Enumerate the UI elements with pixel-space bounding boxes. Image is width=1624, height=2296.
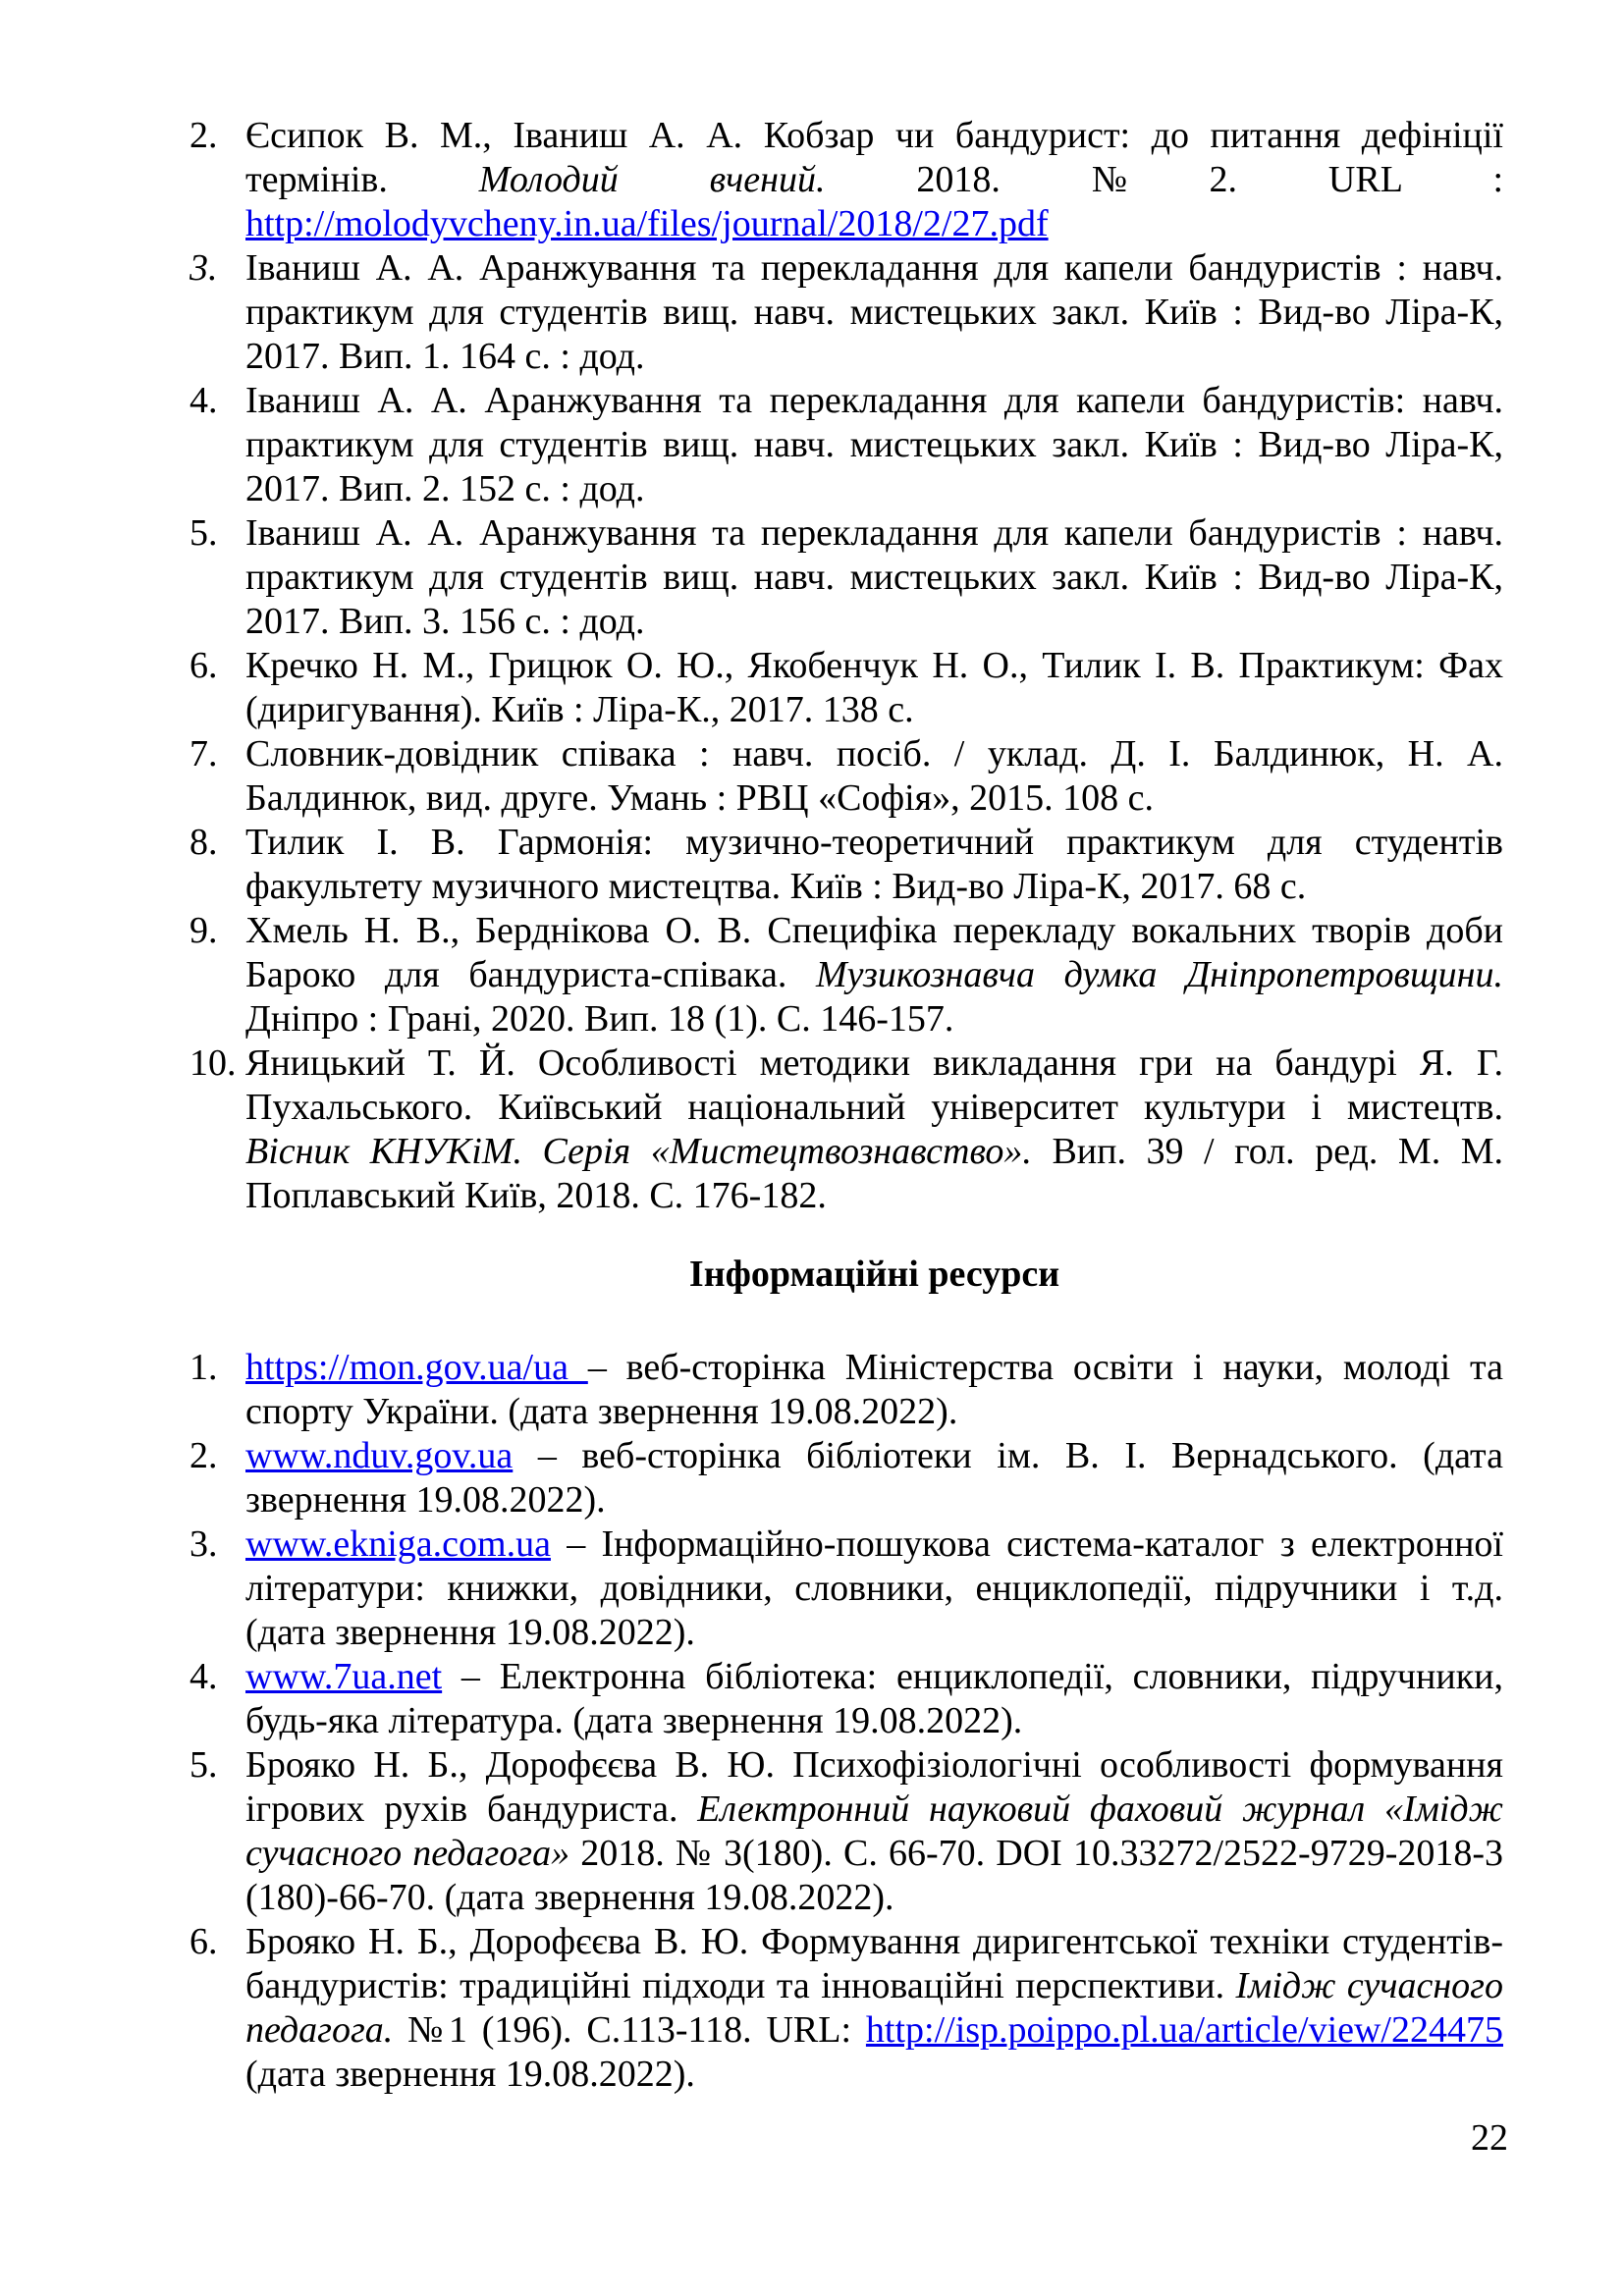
italic-text: Вісник КНУКіМ. Серія «Мистецтвознавство». <box>245 1131 1032 1172</box>
resource-item <box>189 1920 1503 2097</box>
list-number: 2. <box>189 115 218 156</box>
resource-item <box>189 1346 1503 1434</box>
list-number: 4. <box>189 1656 218 1697</box>
reference-item <box>189 821 1503 909</box>
text-run: Іваниш А. А. Аранжування та перекладання для капели бандуристів : навч. практикум для студентів вищ. навч. мистецьких закл. Київ : Вид-во Ліра-К, 2017. Вип. 3. 156 с. : дод. <box>245 512 1503 642</box>
list-number: 8. <box>189 822 218 863</box>
text-run: Іваниш А. А. Аранжування та перекладання для капели бандуристів: навч. практикум для студентів вищ. навч. мистецьких закл. Київ : Вид-во Ліра-К, 2017. Вип. 2. 152 с. : дод. <box>245 380 1503 509</box>
list-number: 5. <box>189 512 218 554</box>
list-number: 9. <box>189 910 218 951</box>
text-run: Іваниш А. А. Аранжування та перекладання для капели бандуристів : навч. практикум для студентів вищ. навч. мистецьких закл. Київ : Вид-во Ліра-К, 2017. Вип. 1. 164 с. : дод. <box>245 247 1503 377</box>
page-content <box>189 114 1504 2097</box>
list-number: 2. <box>189 1435 218 1476</box>
resource-item <box>189 1434 1503 1522</box>
list-number: 7. <box>189 733 218 774</box>
text-run: (дата звернення 19.08.2022). <box>245 2054 695 2095</box>
list-number: 6. <box>189 1921 218 1962</box>
text-run: 2018. №2. URL : <box>825 159 1504 200</box>
italic-text: Електронний науковий фаховий журнал «Імідж сучасного педагога» <box>245 1789 1503 1874</box>
text-run: – Інформаційно-пошукова система-каталог з електронної літератури: книжки, довідники, словники, енциклопедії, підручники і т.д. (дата звернення 19.08.2022). <box>245 1523 1503 1653</box>
reference-item <box>189 644 1503 732</box>
italic-text: Імідж сучасного педагога. <box>245 1965 1503 2051</box>
text-run: Брояко Н. Б., Дорофєєва В. Ю. Психофізіологічні особливості формування ігрових рухів бандуриста. <box>245 1744 1503 1830</box>
reference-item <box>189 114 1504 246</box>
italic-text: Молодий вчений. <box>478 159 826 200</box>
list-number: 6. <box>189 645 218 686</box>
italic-text: Музикознавча думка Дніпропетровщини. <box>816 954 1503 995</box>
list-number: 10. <box>189 1042 237 1084</box>
text-run: – Електронна бібліотека: енциклопедії, словники, підручники, будь-яка література. (дата звернення 19.08.2022). <box>245 1656 1503 1741</box>
reference-item <box>189 1041 1503 1218</box>
text-run: Яницький Т. Й. Особливості методики викладання гри на бандурі Я. Г. Пухальського. Київський національний університет культури і мистецтв. <box>245 1042 1503 1128</box>
text-run: – веб-сторінка Міністерства освіти і науки, молоді та спорту України. (дата звернення 19.08.2022). <box>245 1347 1503 1432</box>
hyperlink[interactable]: https://mon.gov.ua/ua <box>245 1347 588 1388</box>
text-run: Кречко Н. М., Грицюк О. Ю., Якобенчук Н. О., Тилик І. В. Практикум: Фах (диригування). Київ : Ліра-К., 2017. 138 с. <box>245 645 1503 730</box>
reference-item <box>189 909 1503 1041</box>
reference-item <box>189 379 1503 511</box>
resource-item <box>189 1743 1504 1920</box>
resources-heading: Інформаційні ресурси <box>688 1254 1060 1295</box>
list-number: 4. <box>189 380 218 421</box>
resource-item <box>189 1522 1503 1655</box>
text-run: Вип. 39 / гол. ред. М. М. Поплавський Київ, 2018. С. 176-182. <box>245 1131 1503 1216</box>
resources-list <box>189 1346 1504 2097</box>
text-run: 2018. № 3(180). С. 66-70. DOI 10.33272/2522-9729-2018-3 (180)-66-70. (дата звернення 19.08.2022). <box>245 1833 1504 1918</box>
text-run: Словник-довідник співака : навч. посіб. / уклад. Д. І. Балдинюк, Н. А. Балдинюк, вид. друге. Умань : РВЦ «Софія», 2015. 108 с. <box>245 733 1503 819</box>
resource-item <box>189 1655 1503 1743</box>
hyperlink[interactable]: http://isp.poippo.pl.ua/article/view/224475 <box>865 2009 1503 2051</box>
list-number: 3. <box>189 1523 218 1565</box>
list-number: 3. <box>189 247 218 289</box>
text-run: Брояко Н. Б., Дорофєєва В. Ю. Формування диригентської техніки студентів-бандуристів: традиційні підходи та інноваційні перспективи. <box>245 1921 1503 2006</box>
text-run: Хмель Н. В., Берднікова О. В. Специфіка перекладу вокальних творів доби Бароко для бандуриста-співака. <box>245 910 1503 995</box>
reference-item <box>189 246 1503 379</box>
text-run: Єсипок В. М., Іваниш А. А. Кобзар чи бандурист: до питання дефініції термінів. <box>245 115 1503 200</box>
text-run: №1 (196). С.113-118. URL: <box>393 2009 866 2051</box>
text-run: Тилик І. В. Гармонія: музично-теоретичний практикум для студентів факультету музичного мистецтва. Київ : Вид-во Ліра-К, 2017. 68 с. <box>245 822 1503 907</box>
hyperlink[interactable]: www.7ua.net <box>245 1656 443 1697</box>
hyperlink[interactable]: www.nduv.gov.ua <box>245 1435 514 1476</box>
hyperlink[interactable]: http://molodyvcheny.in.ua/files/journal/2018/2/27.pdf <box>245 203 1049 244</box>
list-number: 1. <box>189 1347 218 1388</box>
list-number: 5. <box>189 1744 218 1786</box>
text-run: Дніпро : Грані, 2020. Вип. 18 (1). С. 146-157. <box>245 998 954 1040</box>
page-number: 22 <box>1471 2117 1508 2159</box>
reference-item <box>189 511 1503 644</box>
hyperlink[interactable]: www.ekniga.com.ua <box>245 1523 551 1565</box>
text-run: – веб-сторінка бібліотеки ім. В. І. Вернадського. (дата звернення 19.08.2022). <box>245 1435 1503 1521</box>
reference-list <box>189 114 1504 1218</box>
reference-item <box>189 732 1503 821</box>
